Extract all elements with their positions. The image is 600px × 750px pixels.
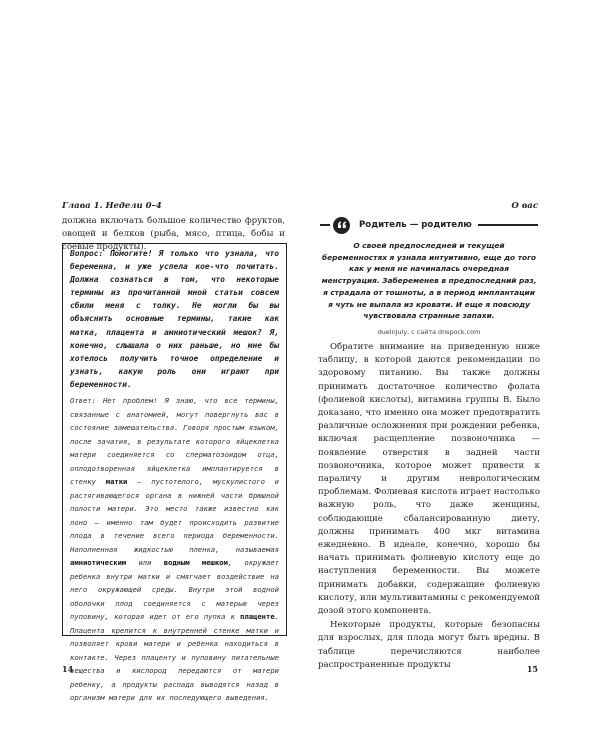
right-page	[300, 0, 600, 750]
qa-answer	[70, 394, 279, 705]
page-number-right: 15	[526, 664, 538, 674]
term-uterus: матки	[105, 477, 128, 487]
answer-text: . Плацента крепится к внутренней стенке матки и позволяет крови матери и ребенка находиться в контакте. Через плаценту и пуповину питательные вещества и кислород передаются от матери ребенку, а продукты распада выводятся назад в организм матери для их последующего выведения.	[70, 612, 279, 703]
right-body-text	[318, 341, 540, 672]
quote-source: dueInJuly, с сайта dnspock.com	[377, 327, 481, 336]
quote-title: Родитель — родителю	[359, 220, 472, 230]
running-head-right: О вас	[511, 201, 538, 211]
quote-header	[320, 218, 538, 232]
term-amniotic: амниотическим	[70, 558, 127, 568]
quote-text: О своей предпоследней и текущей беременностях я узнала интуитивно, еще до того как у меня не начиналась очередная менструация. Забеременев в предпоследний раз, я страдала от тошноты, а в период имплантации я чуть не выпала из кровати. И еще я повсюду чувствовала странные запахи.	[321, 241, 537, 321]
answer-text: — пустотелого, мускулистого и растягивающегося органа в нижней части брюшной полости матери. Это место также известно как лоно — именно там будет происходить развитие плода в течение всего периода беременности. Наполненная жидкостью пленка, называемая	[70, 477, 279, 554]
page-number-left: 14	[62, 664, 74, 674]
qa-question: Вопрос: Помогите! Я только что узнала, что беременна, и уже успела кое-что почитать. Должна сознаться в том, что некоторые термины из прочитанной мной статьи совсем сбили меня с толку. Не могли бы вы объяснить основные термины, такие как матка, плацента и амниотический мешок? Я, конечно, слышала о них раньше, но мне бы хотелось получить точное определение и узнать, какую роль они играют при беременности.	[70, 249, 279, 389]
answer-text: , окружает ребенка внутри матки и смягчает воздействие на него окружающей среды. Внутри этой водной оболочки плод соединяется с матерью через пуповину, которая идет от его пупка к	[70, 558, 280, 622]
divider	[478, 224, 538, 226]
answer-text: или	[126, 558, 164, 568]
term-placenta: плаценте	[240, 612, 275, 622]
body-paragraph: Обратите внимание на приведенную ниже таблицу, в которой даются рекомендации по здоровому питанию. Вы также должны принимать достаточное количество фолата (фолиевой кислоты), витамина группы B. Было доказано, что именно она может предотвратить различные осложнения при рождении ребенка, включая расщепление позвоночника — появление отверстия в задней части позвоночника, которое может привести к параличу и другим неврологическим проблемам. Фолиевая кислота играет настолько важную роль, что даже женщины, соблюдающие сбалансированную диету, должны принимать 400 мкг витамина ежедневно. В идеале, конечно, хорошо бы начать принимать фолиевую кислоту еще до наступления беременности. Вы можете принимать добавки, содержащие фолиевую кислоту, или мультивитамины с рекомендуемой дозой этого компонента.	[318, 342, 540, 617]
quotation-mark-icon-glyph	[337, 220, 347, 230]
divider	[320, 224, 330, 226]
answer-text: Ответ: Нет проблем! Я знаю, что все термины, связанные с анатомией, могут повергнуть вас в состояние замешательства. Говоря простым языком, после зачатия, в результате которого яйцеклетка матери соединяется со сперматозоидом отца, оплодотворенная яйцеклетка имплантируется в стенку	[70, 396, 279, 487]
parent-quote-block	[320, 218, 538, 336]
body-paragraph: Некоторые продукты, которые безопасны для взрослых, для плода могут быть вредны. В таблице перечисляются наиболее распространенные продукты	[318, 620, 540, 670]
term-sac: водным мешком	[163, 558, 228, 568]
running-head-left: Глава 1. Недели 0–4	[62, 201, 162, 211]
quotation-mark-icon	[333, 217, 350, 234]
intro-paragraph: должна включать большое количество фруктов, овощей и белков (рыба, мясо, птица, бобы и соевые продукты).	[62, 216, 285, 252]
